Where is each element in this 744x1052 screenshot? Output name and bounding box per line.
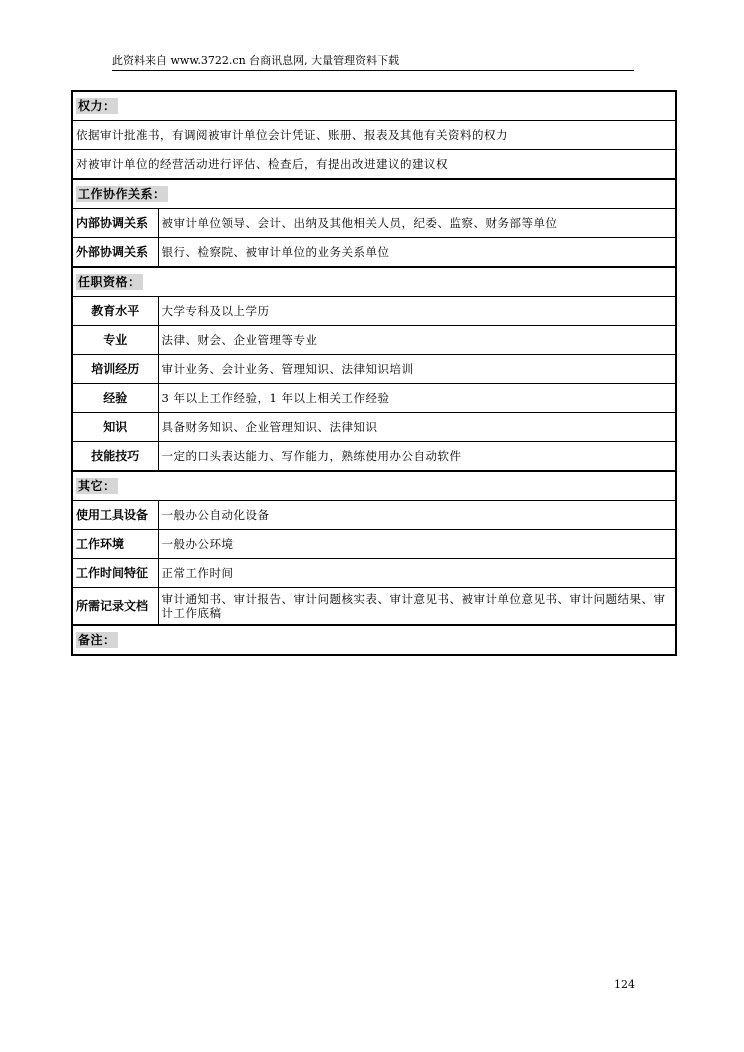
qualification-label: 知识 [72,413,158,442]
other-value: 一般办公环境 [158,530,676,559]
relations-row [72,238,676,268]
section-title-relations: 工作协作关系： [78,187,166,201]
other-label: 工作时间特征 [72,559,158,588]
relations-value: 银行、检察院、被审计单位的业务关系单位 [158,238,676,268]
qualification-label: 培训经历 [72,355,158,384]
section-row-qualifications [72,267,676,297]
qualification-row [72,297,676,326]
section-row-relations [72,179,676,209]
qualification-row [72,413,676,442]
authority-row [72,150,676,180]
section-title-remarks: 备注： [78,633,116,647]
relations-label: 外部协调关系 [72,238,158,268]
other-row [72,559,676,588]
other-label: 工作环境 [72,530,158,559]
section-title-qualifications: 任职资格： [78,275,141,289]
other-value: 审计通知书、审计报告、审计问题核实表、审计意见书、被审计单位意见书、审计问题结果、审计工作底稿 [158,588,676,626]
other-label: 使用工具设备 [72,501,158,530]
authority-item: 对被审计单位的经营活动进行评估、检查后，有提出改进建议的建议权 [72,150,676,180]
page-number: 124 [614,978,635,991]
authority-item: 依据审计批准书，有调阅被审计单位会计凭证、账册、报表及其他有关资料的权力 [72,121,676,150]
other-value: 正常工作时间 [158,559,676,588]
page-header [112,54,634,71]
qualification-label: 技能技巧 [72,442,158,472]
section-title-authority: 权力： [78,99,116,113]
header-text: 此资料来自 www.3722.cn 台商讯息网, 大量管理资料下载 [112,54,400,67]
section-row-other [72,471,676,501]
qualification-row [72,355,676,384]
qualification-value: 法律、财会、企业管理等专业 [158,326,676,355]
qualification-row [72,442,676,472]
qualification-value: 一定的口头表达能力、写作能力，熟练使用办公自动软件 [158,442,676,472]
other-row [72,501,676,530]
other-row [72,530,676,559]
qualification-value: 具备财务知识、企业管理知识、法律知识 [158,413,676,442]
qualification-value: 3 年以上工作经验，1 年以上相关工作经验 [158,384,676,413]
other-row [72,588,676,626]
qualification-row [72,326,676,355]
authority-row [72,121,676,150]
section-title-other: 其它： [78,479,116,493]
relations-row [72,209,676,238]
qualification-value: 审计业务、会计业务、管理知识、法律知识培训 [158,355,676,384]
qualification-value: 大学专科及以上学历 [158,297,676,326]
section-row-authority [72,91,676,121]
job-description-table [71,90,677,656]
qualification-row [72,384,676,413]
relations-label: 内部协调关系 [72,209,158,238]
qualification-label: 教育水平 [72,297,158,326]
qualification-label: 专业 [72,326,158,355]
qualification-label: 经验 [72,384,158,413]
other-value: 一般办公自动化设备 [158,501,676,530]
section-row-remarks [72,625,676,655]
relations-value: 被审计单位领导、会计、出纳及其他相关人员，纪委、监察、财务部等单位 [158,209,676,238]
other-label: 所需记录文档 [72,588,158,626]
